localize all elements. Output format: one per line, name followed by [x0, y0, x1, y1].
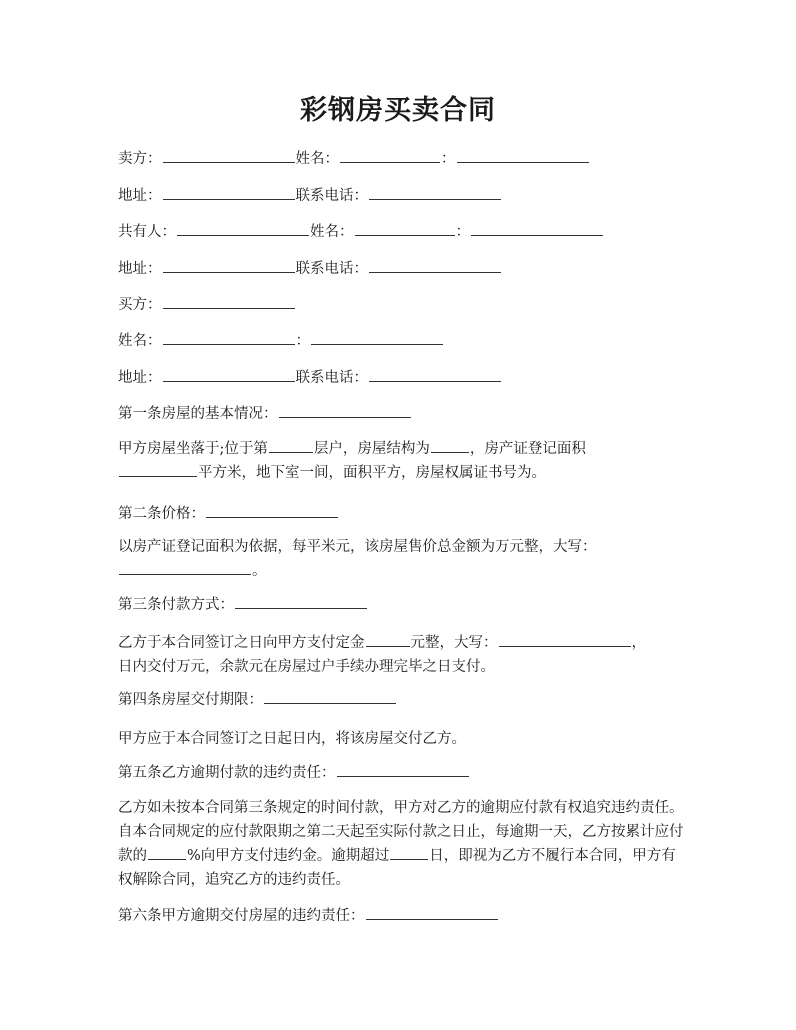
- area-blank[interactable]: [119, 462, 197, 477]
- article6-title-line: [118, 905, 688, 927]
- article5-title: 第五条乙方逾期付款的违约责任：: [118, 765, 336, 781]
- co-owner-line: [118, 221, 688, 243]
- buyer-label: 买方：: [118, 297, 162, 313]
- article6-title: 第六条甲方逾期交付房屋的违约责任：: [118, 908, 365, 924]
- address-label: 地址：: [118, 261, 162, 277]
- article1-body-b: 层户，房屋结构为: [313, 441, 430, 457]
- buyer-phone-blank[interactable]: [369, 367, 501, 382]
- phone-label: 联系电话：: [295, 261, 368, 277]
- seller-id-blank[interactable]: [457, 148, 589, 163]
- colon-text: ：: [441, 151, 456, 167]
- article5-body-a: 乙方如未按本合同第三条规定的时间付款，甲方对乙方的逾期应付款有权追究违约责任。自本合同规定的应付款限期之第二天起至实际付款之日止，每逾期一天，乙方按累计应付款的: [118, 800, 684, 864]
- article5-blank[interactable]: [337, 762, 469, 777]
- seller-name-blank[interactable]: [340, 148, 440, 163]
- co-owner-address-blank[interactable]: [163, 258, 295, 273]
- article3-body: [118, 631, 686, 679]
- co-owner-blank[interactable]: [177, 221, 309, 236]
- document-title: 彩钢房买卖合同: [300, 95, 496, 126]
- buyer-blank[interactable]: [163, 294, 295, 309]
- deposit-words-blank[interactable]: [499, 632, 631, 647]
- buyer-name-line: [118, 330, 688, 352]
- deposit-blank[interactable]: [366, 632, 410, 647]
- article1-body-a: 甲方房屋坐落于;位于第: [118, 441, 268, 457]
- seller-phone-blank[interactable]: [369, 185, 501, 200]
- buyer-id-blank[interactable]: [311, 330, 443, 345]
- seller-address-blank[interactable]: [163, 185, 295, 200]
- article4-body: 甲方应于本合同签订之日起日内，将该房屋交付乙方。: [118, 731, 466, 747]
- article2-body-a: 以房产证登记面积为依据，每平米元，该房屋售价总金额为万元整，大写：: [118, 539, 597, 555]
- buyer-name-blank[interactable]: [163, 330, 295, 345]
- article3-blank[interactable]: [235, 594, 367, 609]
- co-owner-phone-blank[interactable]: [369, 258, 501, 273]
- article3-body-b: 元整，大写：: [410, 635, 498, 651]
- address-label: 地址：: [118, 188, 162, 204]
- seller-line: [118, 148, 688, 170]
- article2-blank[interactable]: [206, 503, 338, 518]
- colon-text: ：: [455, 224, 470, 240]
- co-owner-label: 共有人：: [118, 224, 176, 240]
- phone-label: 联系电话：: [295, 370, 368, 386]
- article3-title: 第三条付款方式：: [118, 597, 234, 613]
- article5-body: [118, 796, 686, 892]
- amount-words-blank[interactable]: [119, 560, 251, 575]
- co-owner-id-blank[interactable]: [471, 221, 603, 236]
- article1-blank[interactable]: [279, 403, 411, 418]
- article4-title: 第四条房屋交付期限：: [118, 692, 263, 708]
- structure-blank[interactable]: [431, 438, 469, 453]
- floor-blank[interactable]: [269, 438, 313, 453]
- buyer-address-line: [118, 367, 688, 389]
- article5-title-line: [118, 762, 688, 784]
- article2-title: 第二条价格：: [118, 506, 205, 522]
- colon-text: ：: [295, 333, 310, 349]
- article1-body-c: ，房产证登记面积: [469, 441, 586, 457]
- article1-body-d: 平方米，地下室一间，面积平方，房屋权属证书号为。: [198, 465, 546, 481]
- article2-body-b: 。: [252, 563, 267, 579]
- article5-body-c: 日，即视为乙方不履行本合同，甲方有权解除合同，追究乙方的违约责任。: [118, 848, 676, 888]
- seller-address-line: [118, 185, 688, 207]
- article2-title-line: [118, 503, 688, 525]
- article4-title-line: [118, 689, 688, 711]
- name-label: 姓名：: [310, 224, 354, 240]
- buyer-address-blank[interactable]: [163, 367, 295, 382]
- article3-body-d: 日内交付万元，余款元在房屋过户手续办理完毕之日支付。: [118, 659, 495, 675]
- article1-body: [118, 437, 686, 485]
- article3-body-c: ，: [631, 635, 646, 651]
- overdue-days-blank[interactable]: [390, 845, 428, 860]
- name-label: 姓名：: [118, 333, 162, 349]
- article1-title-line: [118, 403, 688, 425]
- seller-label: 卖方：: [118, 151, 162, 167]
- article4-blank[interactable]: [264, 689, 396, 704]
- co-owner-name-blank[interactable]: [355, 221, 455, 236]
- seller-blank[interactable]: [163, 148, 295, 163]
- buyer-line: [118, 294, 688, 316]
- article5-body-b: %向甲方支付违约金。逾期超过: [187, 848, 390, 864]
- article3-title-line: [118, 594, 688, 616]
- name-label: 姓名：: [295, 151, 339, 167]
- phone-label: 联系电话：: [295, 188, 368, 204]
- co-owner-address-line: [118, 258, 688, 280]
- article1-title: 第一条房屋的基本情况：: [118, 406, 278, 422]
- article6-blank[interactable]: [366, 905, 498, 920]
- article2-body: [118, 535, 686, 583]
- address-label: 地址：: [118, 370, 162, 386]
- penalty-rate-blank[interactable]: [148, 845, 186, 860]
- article3-body-a: 乙方于本合同签订之日向甲方支付定金: [118, 635, 365, 651]
